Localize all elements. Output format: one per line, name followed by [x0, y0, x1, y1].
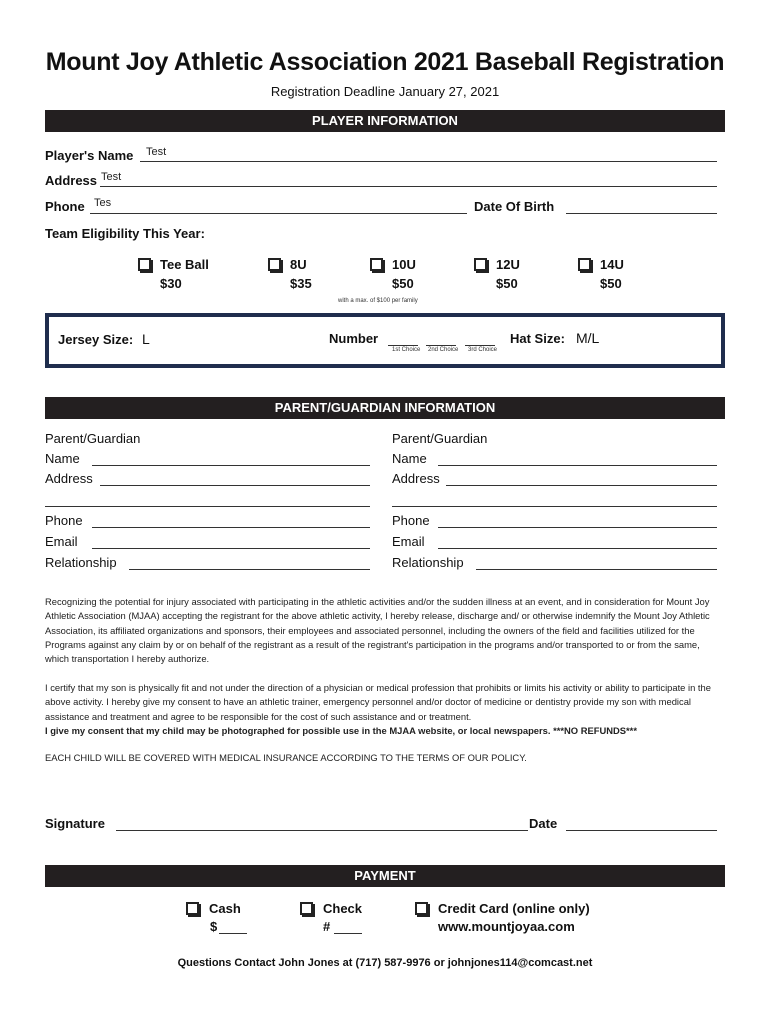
- team-option-12u[interactable]: [474, 258, 487, 271]
- guardian1-name-field[interactable]: [92, 465, 370, 466]
- 8u-checkbox[interactable]: [268, 258, 281, 271]
- 8u-price: $35: [290, 276, 312, 291]
- payment-heading: PAYMENT: [45, 865, 725, 887]
- guardian2-phone-field[interactable]: [438, 527, 717, 528]
- team-option-teeball[interactable]: [138, 258, 151, 271]
- team-option-10u[interactable]: [370, 258, 383, 271]
- hat-size-value[interactable]: M/L: [576, 330, 600, 346]
- guardian2-email-field[interactable]: [438, 548, 717, 549]
- medical-consent-paragraph: [45, 681, 725, 738]
- choice-2-label: 2nd Choice: [428, 347, 459, 353]
- guardian2-name-label: Name: [392, 451, 427, 466]
- team-option-14u[interactable]: [578, 258, 591, 271]
- guardian1-email-label: Email: [45, 534, 78, 549]
- signature-date-field[interactable]: [566, 830, 717, 831]
- number-choice-1-field[interactable]: [388, 345, 418, 346]
- check-checkbox[interactable]: [300, 902, 313, 915]
- player-name-value: Test: [146, 146, 167, 158]
- choice-1-label: 1st Choice: [392, 347, 421, 353]
- player-phone-value: Tes: [94, 197, 112, 209]
- form-title: Mount Joy Athletic Association 2021 Baseball Registration: [45, 48, 725, 76]
- teeball-checkbox[interactable]: [138, 258, 151, 271]
- family-max-note: with a max. of $100 per family: [338, 298, 418, 304]
- guardian2-relationship-label: Relationship: [392, 555, 464, 570]
- player-address-field[interactable]: [100, 186, 717, 187]
- cash-option[interactable]: [186, 902, 199, 915]
- guardian2-name-field[interactable]: [438, 465, 717, 466]
- cash-currency: $: [210, 919, 218, 934]
- 10u-label: 10U: [392, 257, 416, 272]
- guardian1-relationship-field[interactable]: [129, 569, 370, 570]
- 12u-price: $50: [496, 276, 518, 291]
- check-label: Check: [323, 901, 363, 916]
- player-info-heading: PLAYER INFORMATION: [45, 110, 725, 132]
- 14u-price: $50: [600, 276, 622, 291]
- player-name-field[interactable]: [140, 161, 717, 162]
- check-option[interactable]: [300, 902, 313, 915]
- guardian2-address-field[interactable]: [446, 485, 717, 486]
- 8u-label: 8U: [290, 257, 307, 272]
- credit-card-label: Credit Card (online only): [438, 901, 590, 916]
- guardian1-address-label: Address: [45, 471, 93, 486]
- jersey-size-value[interactable]: L: [142, 331, 150, 347]
- jersey-size-label: Jersey Size:: [58, 332, 134, 347]
- 14u-label: 14U: [600, 257, 624, 272]
- choice-3-label: 3rd Choice: [468, 347, 498, 353]
- check-number-field[interactable]: [334, 933, 362, 934]
- guardian2-relationship-field[interactable]: [476, 569, 717, 570]
- dob-label: Date Of Birth: [474, 199, 555, 214]
- cash-amount-field[interactable]: [219, 933, 247, 934]
- release-paragraph: Recognizing the potential for injury associated with participating in the athletic activities and/or the sudden illness at an event, and in consideration for Mount Joy Athletic Association (MJAA) accepting the registrant for the above athletic activity, I hereby release, discharge and/ or otherwise indemnify the Mount Joy Athletic Association, its affiliated organizations and sponsors, their employees and associated personnel, including the owners of the field and facilities utilized for the Programs against any claim by or on behalf of the registrant as a result of the registrant's participation in the programs and/or transported to or from the same, which transportation I hereby authorize.: [45, 596, 710, 665]
- credit-card-checkbox[interactable]: [415, 902, 428, 915]
- guardian1-email-field[interactable]: [92, 548, 370, 549]
- 10u-checkbox[interactable]: [370, 258, 383, 271]
- guardian2-phone-label: Phone: [392, 513, 430, 528]
- medical-consent-text: I certify that my son is physically fit and not under the direction of a physician or medical profession that prohibits or limits his activity or ability to participate in the above activity. I hereby give my consent to have an athletic trainer, emergency personnel and/or doctor of medicine or dentistry provide my son with medical assistance and treatment and agree to be responsible for the cost of such assistance and or treatment.: [45, 682, 711, 722]
- signature-label: Signature: [45, 816, 105, 831]
- 12u-checkbox[interactable]: [474, 258, 487, 271]
- guardian-info-heading: PARENT/GUARDIAN INFORMATION: [45, 397, 725, 419]
- 14u-checkbox[interactable]: [578, 258, 591, 271]
- contact-info: Questions Contact John Jones at (717) 587-9976 or johnjones114@comcast.net: [177, 957, 593, 969]
- player-name-label: Player's Name: [45, 148, 134, 163]
- 12u-label: 12U: [496, 257, 520, 272]
- guardian1-relationship-label: Relationship: [45, 555, 117, 570]
- guardian1-phone-label: Phone: [45, 513, 83, 528]
- signature-date-label: Date: [529, 816, 558, 831]
- number-choice-3-field[interactable]: [465, 345, 495, 346]
- number-label: Number: [329, 331, 379, 346]
- teeball-price: $30: [160, 276, 182, 291]
- guardian2-address-label: Address: [392, 471, 440, 486]
- guardian2-email-label: Email: [392, 534, 425, 549]
- cash-label: Cash: [209, 901, 241, 916]
- insurance-notice: EACH CHILD WILL BE COVERED WITH MEDICAL INSURANCE ACCORDING TO THE TERMS OF OUR POLICY.: [45, 752, 527, 763]
- player-address-value: Test: [101, 171, 122, 183]
- player-phone-field[interactable]: [90, 213, 467, 214]
- player-phone-label: Phone: [45, 199, 85, 214]
- player-address-label: Address: [45, 173, 98, 188]
- 10u-price: $50: [392, 276, 414, 291]
- cash-checkbox[interactable]: [186, 902, 199, 915]
- teeball-label: Tee Ball: [160, 257, 209, 272]
- dob-field[interactable]: [566, 213, 717, 214]
- credit-card-option[interactable]: [415, 902, 428, 915]
- hat-size-label: Hat Size:: [510, 331, 565, 346]
- team-eligibility-label: Team Eligibility This Year:: [45, 226, 205, 241]
- signature-field[interactable]: [116, 830, 528, 831]
- payment-website-link[interactable]: www.mountjoyaa.com: [438, 919, 575, 934]
- guardian1-name-label: Name: [45, 451, 80, 466]
- photo-consent-text: I give my consent that my child may be photographed for possible use in the MJAA website, or local newspapers. ***NO REFUNDS***: [45, 724, 637, 736]
- guardian1-address-field[interactable]: [100, 485, 370, 486]
- guardian1-title: Parent/Guardian: [45, 431, 141, 446]
- guardian2-address-line2[interactable]: [392, 506, 717, 507]
- registration-deadline: Registration Deadline January 27, 2021: [270, 84, 500, 99]
- check-number-sign: #: [323, 919, 331, 934]
- team-option-8u[interactable]: [268, 258, 281, 271]
- guardian1-address-line2[interactable]: [45, 506, 370, 507]
- number-choice-2-field[interactable]: [426, 345, 456, 346]
- guardian1-phone-field[interactable]: [92, 527, 370, 528]
- guardian2-title: Parent/Guardian: [392, 431, 488, 446]
